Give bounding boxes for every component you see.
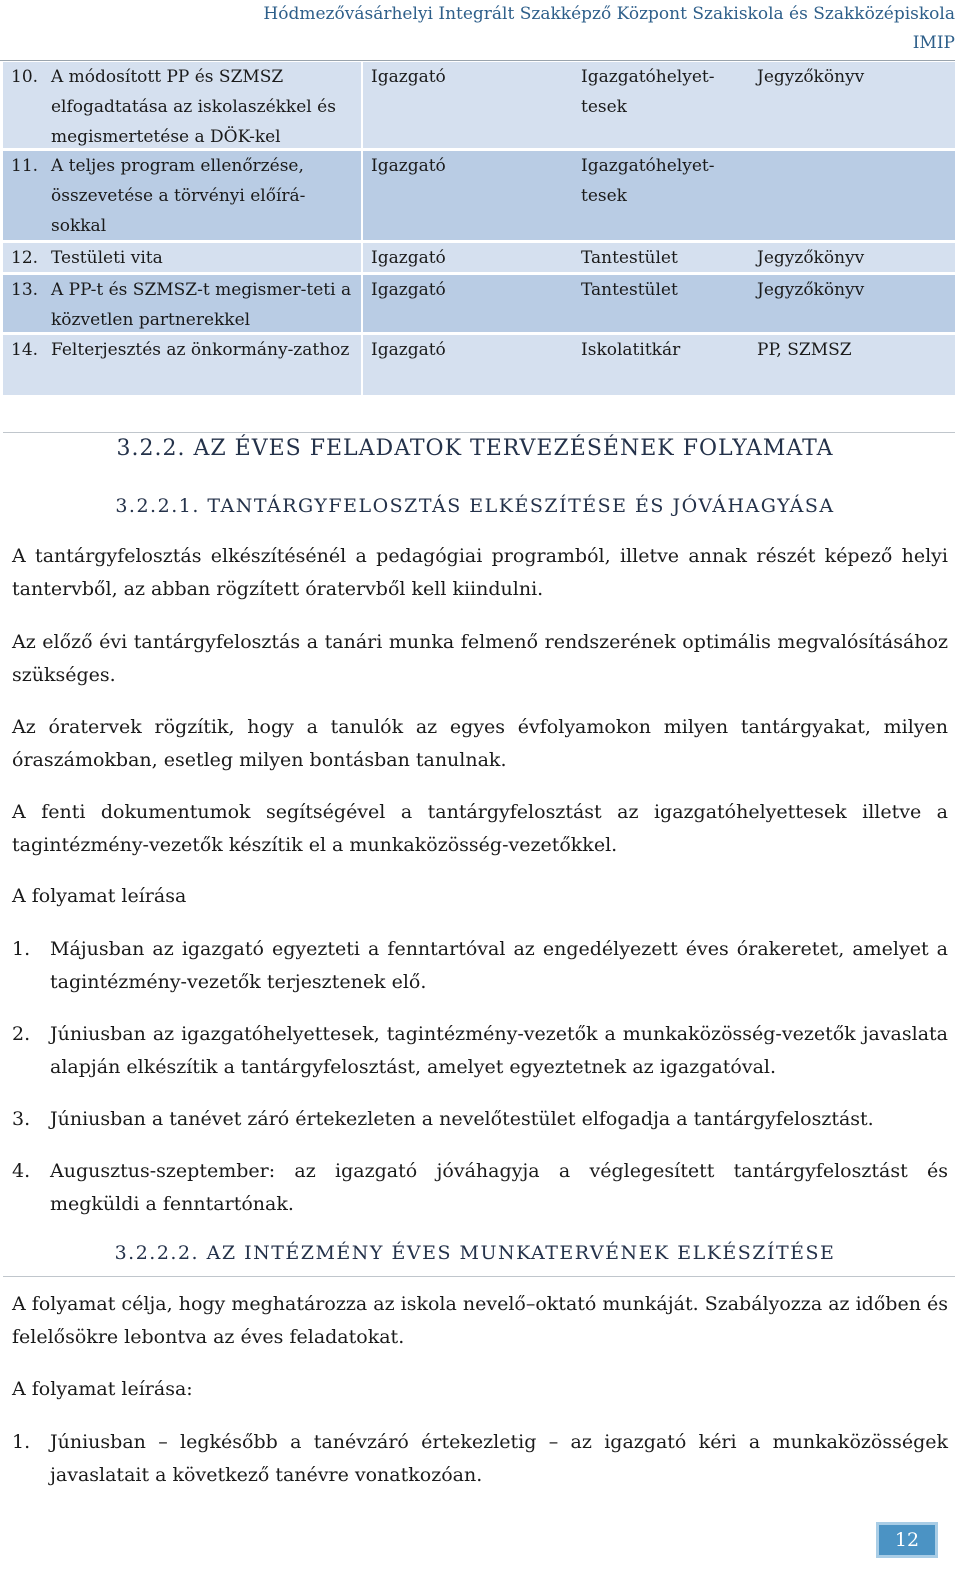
row-document	[749, 151, 955, 240]
list-item-text: Júniusban a tanévet záró értekezleten a nevelőtestület elfogadja a tantárgyfelosztást.	[50, 1108, 874, 1130]
row-number: 12.	[11, 248, 39, 268]
row-number: 13.	[11, 280, 39, 300]
row-responsible: Igazgató	[371, 248, 446, 268]
list-item-number: 4.	[12, 1160, 31, 1182]
row-document: PP, SZMSZ	[757, 340, 852, 360]
paragraph: A fenti dokumentumok segítségével a tantárgyfelosztást az igazgatóhelyettesek illetve a tagintézmény-vezetők készítik el a munkaközösség-vezetőkkel.	[12, 801, 948, 856]
subsection-heading: 3.2.2.2. AZ INTÉZMÉNY ÉVES MUNKATERVÉNEK ELKÉSZÍTÉSE	[114, 1242, 836, 1264]
paragraph: Az előző évi tantárgyfelosztás a tanári munka felmenő rendszerének optimális megvalósításához szükséges.	[12, 631, 948, 686]
row-participants: Iskolatitkár	[581, 340, 681, 360]
row-responsible: Igazgató	[371, 67, 446, 87]
row-participants: Tantestület	[581, 248, 678, 268]
table-row	[3, 151, 955, 240]
table-row	[3, 62, 955, 148]
list-item-number: 1.	[12, 938, 31, 960]
paragraph: Az óratervek rögzítik, hogy a tanulók az egyes évfolyamokon milyen tantárgyakat, milyen óraszámokban, esetleg milyen bontásban tanulnak.	[12, 716, 948, 771]
process-label: A folyamat leírása:	[12, 1378, 193, 1400]
row-task: A teljes program ellenőrzése, összevetése a törvényi előírá-sokkal	[51, 151, 363, 240]
table-row	[3, 335, 955, 395]
table-row	[3, 275, 955, 332]
paragraph: A tantárgyfelosztás elkészítésénél a pedagógiai programból, illetve annak részét képező helyi tantervből, az abban rögzített óratervből kell kiindulni.	[12, 545, 948, 600]
row-participants: Tantestület	[581, 280, 678, 300]
heading-rule	[3, 1276, 955, 1277]
heading-rule	[3, 432, 955, 433]
row-number: 14.	[11, 340, 39, 360]
row-participants: Igazgatóhelyet-tesek	[581, 156, 715, 206]
paragraph: A folyamat célja, hogy meghatározza az iskola nevelő–oktató munkáját. Szabályozza az időben és felelősökre lebontva az éves feladatokat.	[12, 1293, 948, 1348]
list-item-text: Augusztus-szeptember: az igazgató jóváhagyja a véglegesített tantárgyfelosztást és megküldi a fenntartónak.	[50, 1160, 948, 1215]
row-number: 11.	[11, 156, 39, 176]
list-item	[12, 1103, 948, 1136]
page-header	[0, 0, 955, 61]
list-item	[12, 1426, 948, 1492]
section-heading: 3.2.2. AZ ÉVES FELADATOK TERVEZÉSÉNEK FOLYAMATA	[116, 436, 834, 461]
row-document: Jegyzőkönyv	[757, 67, 865, 87]
row-responsible: Igazgató	[371, 156, 446, 176]
list-item-number: 3.	[12, 1108, 31, 1130]
row-number: 10.	[11, 67, 39, 87]
row-task: Testületi vita	[51, 243, 363, 272]
row-task: A módosított PP és SZMSZ elfogadtatása az iskolaszékkel és megismertetése a DÖK-kel	[51, 62, 363, 148]
row-responsible: Igazgató	[371, 340, 446, 360]
row-task: A PP-t és SZMSZ-t megismer-teti a közvetlen partnerekkel	[51, 275, 363, 332]
subsection-heading: 3.2.2.1. TANTÁRGYFELOSZTÁS ELKÉSZÍTÉSE ÉS JÓVÁHAGYÁSA	[115, 495, 835, 517]
list-item-number: 2.	[12, 1023, 31, 1045]
header-program: IMIP	[912, 33, 955, 53]
row-responsible: Igazgató	[371, 280, 446, 300]
row-document: Jegyzőkönyv	[757, 280, 865, 300]
list-item	[12, 933, 948, 999]
row-participants: Igazgatóhelyet-tesek	[581, 67, 715, 117]
list-item-text: Májusban az igazgató egyezteti a fenntartóval az engedélyezett éves órakeretet, amelyet a tagintézmény-vezetők terjesztenek elő.	[50, 938, 948, 993]
process-label: A folyamat leírása	[12, 885, 187, 907]
list-item	[12, 1018, 948, 1084]
list-item-text: Júniusban – legkésőbb a tanévzáró értekezletig – az igazgató kéri a munkaközösségek javaslatait a következő tanévre vonatkozóan.	[50, 1431, 948, 1486]
list-item	[12, 1155, 948, 1221]
table-row	[3, 243, 955, 272]
row-task: Felterjesztés az önkormány-zathoz	[51, 335, 363, 395]
header-institution: Hódmezővásárhelyi Integrált Szakképző Központ Szakiskola és Szakközépiskola	[263, 4, 955, 24]
row-document: Jegyzőkönyv	[757, 248, 865, 268]
page-number: 12	[876, 1522, 938, 1558]
list-item-number: 1.	[12, 1431, 31, 1453]
process-table	[3, 62, 955, 398]
list-item-text: Júniusban az igazgatóhelyettesek, tagintézmény-vezetők a munkaközösség-vezetők javaslata alapján elkészítik a tantárgyfelosztást, amelyet egyeztetnek az igazgatóval.	[50, 1023, 948, 1078]
